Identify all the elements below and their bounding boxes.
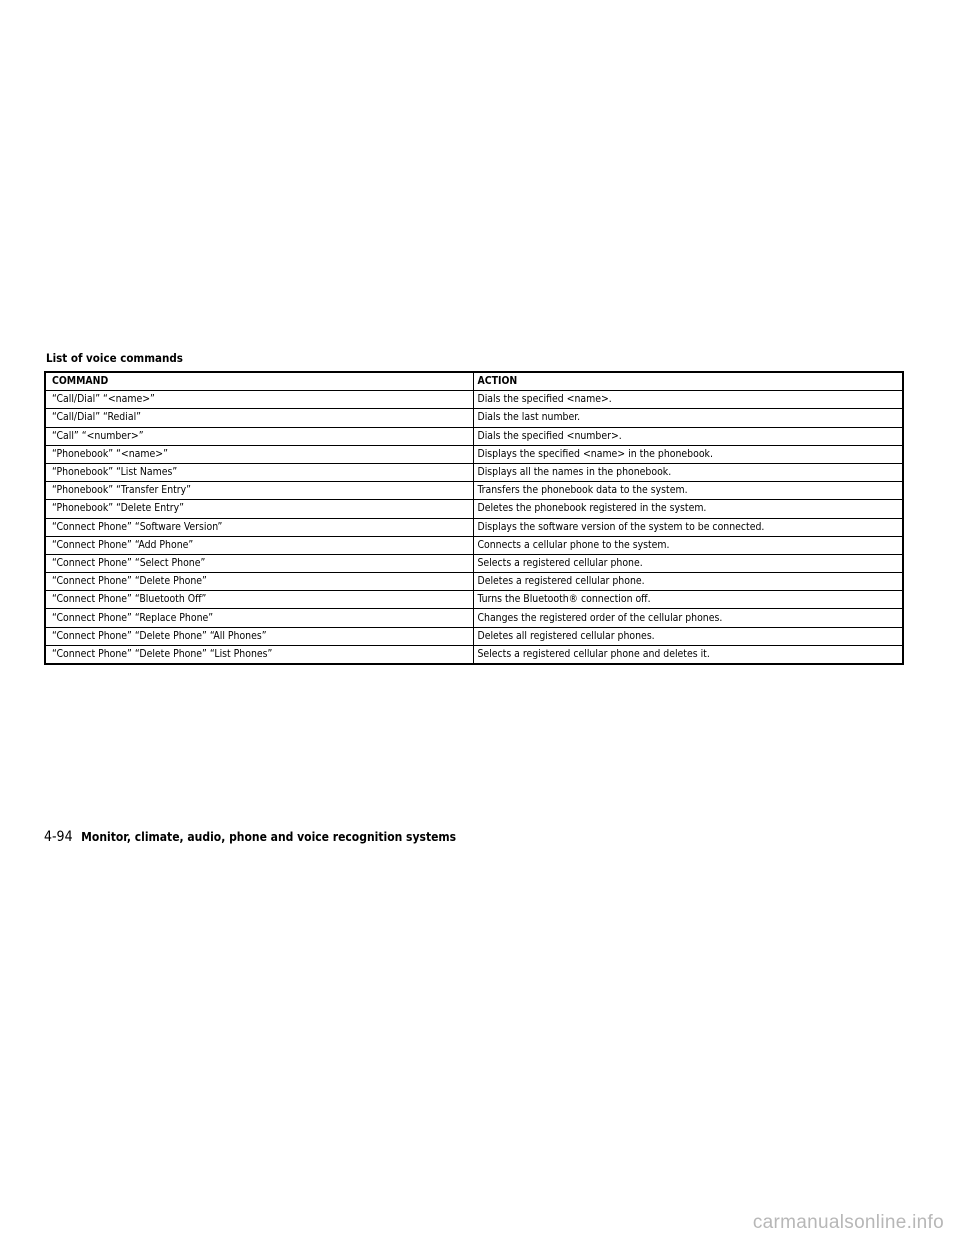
action-cell: Deletes all registered cellular phones.	[473, 627, 903, 645]
command-cell: “Connect Phone” “Delete Phone” “All Phones”	[45, 627, 473, 645]
command-cell: “Phonebook” “Transfer Entry”	[45, 482, 473, 500]
table-row	[45, 591, 903, 609]
command-cell: “Connect Phone” “Software Version”	[45, 518, 473, 536]
table-row	[45, 645, 903, 664]
action-cell: Deletes the phonebook registered in the system.	[473, 500, 903, 518]
table-row	[45, 609, 903, 627]
table-row	[45, 391, 903, 409]
action-cell: Dials the specified <name>.	[473, 391, 903, 409]
table-row	[45, 409, 903, 427]
section-title: List of voice commands	[46, 351, 183, 365]
command-cell: “Phonebook” “Delete Entry”	[45, 500, 473, 518]
table-row	[45, 427, 903, 445]
page-number: 4-94	[44, 829, 73, 845]
command-cell: “Phonebook” “List Names”	[45, 463, 473, 481]
table-row	[45, 518, 903, 536]
action-cell: Displays all the names in the phonebook.	[473, 463, 903, 481]
table-row	[45, 554, 903, 572]
command-cell: “Connect Phone” “Add Phone”	[45, 536, 473, 554]
action-cell: Dials the last number.	[473, 409, 903, 427]
table-row	[45, 500, 903, 518]
action-cell: Dials the specified <number>.	[473, 427, 903, 445]
command-cell: “Connect Phone” “Delete Phone” “List Phones”	[45, 645, 473, 664]
table-row	[45, 627, 903, 645]
command-cell: “Connect Phone” “Bluetooth Off”	[45, 591, 473, 609]
column-header-action: ACTION	[473, 372, 903, 391]
chapter-title: Monitor, climate, audio, phone and voice recognition systems	[81, 830, 457, 844]
command-cell: “Connect Phone” “Replace Phone”	[45, 609, 473, 627]
action-cell: Connects a cellular phone to the system.	[473, 536, 903, 554]
command-cell: “Call/Dial” “<name>”	[45, 391, 473, 409]
table-row	[45, 445, 903, 463]
action-cell: Turns the Bluetooth® connection off.	[473, 591, 903, 609]
table-header-row	[45, 372, 903, 391]
voice-commands-table	[44, 371, 904, 665]
command-cell: “Call” “<number>”	[45, 427, 473, 445]
action-cell: Displays the specified <name> in the phonebook.	[473, 445, 903, 463]
action-cell: Deletes a registered cellular phone.	[473, 573, 903, 591]
table-row	[45, 536, 903, 554]
action-cell: Selects a registered cellular phone.	[473, 554, 903, 572]
table-row	[45, 573, 903, 591]
page-footer	[44, 826, 456, 845]
action-cell: Displays the software version of the system to be connected.	[473, 518, 903, 536]
command-cell: “Call/Dial” “Redial”	[45, 409, 473, 427]
table-row	[45, 463, 903, 481]
column-header-command: COMMAND	[45, 372, 473, 391]
action-cell: Transfers the phonebook data to the system.	[473, 482, 903, 500]
command-cell: “Phonebook” “<name>”	[45, 445, 473, 463]
action-cell: Changes the registered order of the cellular phones.	[473, 609, 903, 627]
command-cell: “Connect Phone” “Delete Phone”	[45, 573, 473, 591]
watermark: carmanualsonline.info	[752, 1212, 944, 1233]
action-cell: Selects a registered cellular phone and deletes it.	[473, 645, 903, 664]
command-cell: “Connect Phone” “Select Phone”	[45, 554, 473, 572]
table-row	[45, 482, 903, 500]
